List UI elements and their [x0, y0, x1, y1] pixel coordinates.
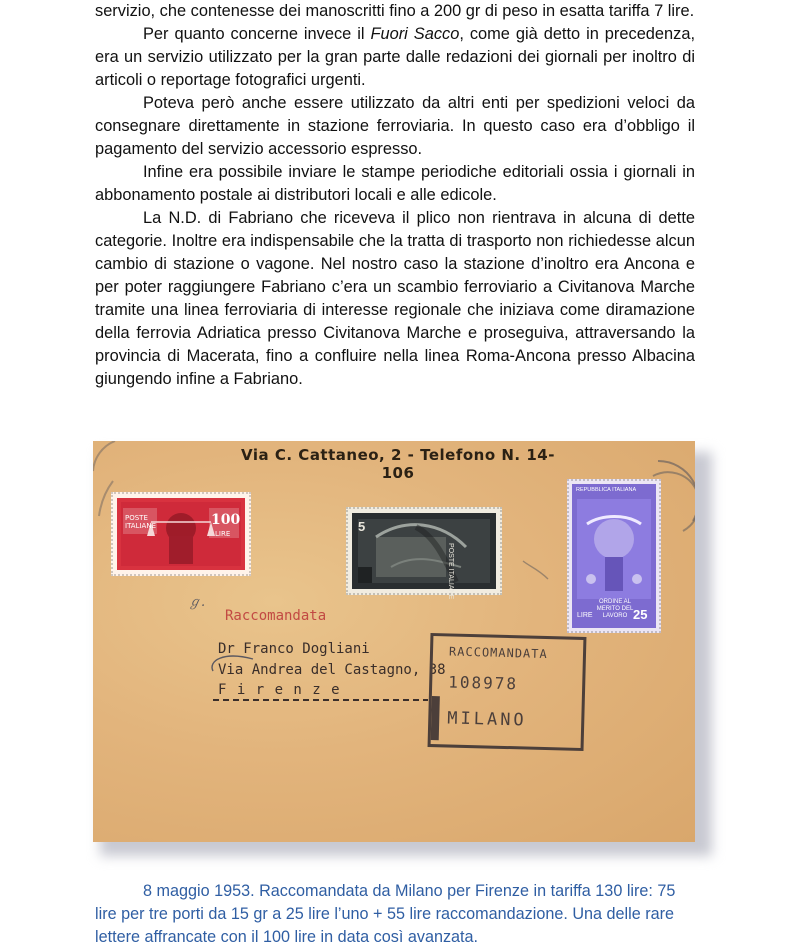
registered-label: Raccomandata	[225, 608, 327, 624]
stamp-25-lire	[567, 479, 661, 633]
stamp1-value: 100	[211, 512, 241, 528]
envelope-letterhead: Via C. Cattaneo, 2 - Telefono N. 14-106	[241, 446, 555, 482]
address-line-2: Via Andrea del Castagno, 38	[218, 662, 446, 678]
address-line-1: Dr Franco Dogliani	[218, 641, 370, 657]
stamp1-unit: LIRE	[215, 530, 231, 538]
signature-mark: ℊ.	[188, 595, 206, 610]
stamp2-caption: POSTE ITALIANE	[447, 543, 454, 600]
reg-stamp-top: RACCOMANDATA	[448, 644, 548, 662]
reg-stamp-bar	[431, 696, 440, 740]
paragraph-1: servizio, che contenesse dei manoscritti fino a 200 gr di peso in esatta tariffa 7 lire.	[95, 2, 695, 20]
stamp1-caption: POSTE ITALIANE	[125, 514, 156, 530]
caption-text: 8 maggio 1953. Raccomandata da Milano per Firenze in tariffa 130 lire: 75 lire per tre porti da 15 gr a 25 lire l’uno + 55 lire raccomandazione. Una delle rare lettere affrancate con il 100 lire in data così avanzata.	[95, 882, 676, 946]
stamp1-perforation	[111, 492, 251, 576]
paragraph-2	[95, 23, 695, 92]
stamp3-unit: LIRE	[577, 612, 593, 619]
body-text	[95, 0, 695, 391]
paragraph-5: La N.D. di Fabriano che riceveva il plico non rientrava in alcuna di dette categorie. Inoltre era indispensabile che la tratta di trasporto non richiedesse alcun cambio di stazione o vagone. Nel nostro caso la stazione d’inoltro era Ancona e per poter raggiungere Fabriano c’era un scambio ferroviario a Civitanova Marche tramite una linea ferroviaria di interesse regionale che iniziava come diramazione della ferrovia Adriatica presso Civitanova Marche e proseguiva, attraversando la provincia di Macerata, fino a confluire nella linea Roma-Ancona presso Albacina giungendo infine a Fabriano.	[95, 209, 695, 388]
address-dashes-icon	[213, 696, 433, 704]
stamp-5-lire	[346, 507, 502, 600]
paragraph-4: Infine era possibile inviare le stampe periodiche editoriali ossia i giornali in abbonamento postale ai distributori locali e alle edicole.	[95, 163, 695, 204]
paragraph-2-start: Per quanto concerne invece il	[143, 25, 371, 43]
paragraph-2-end: , come già detto in precedenza, era un servizio utilizzato per la gran parte dalle redazioni dei giornali per inoltro di articoli o reportage fotografici urgenti.	[95, 25, 696, 89]
paragraph-2-italic: Fuori Sacco	[370, 25, 460, 43]
stamp3-value: 25	[633, 607, 648, 622]
reg-stamp-number: 108978	[447, 672, 519, 694]
address-line-3: F i r e n z e	[218, 682, 341, 698]
photo-caption	[95, 880, 697, 949]
stamp2-perforation	[346, 507, 502, 595]
reg-stamp-city: MILANO	[447, 708, 527, 731]
stamp-100-lire	[111, 492, 251, 576]
stamp3-perforation	[567, 479, 661, 633]
paragraph-3: Poteva però anche essere utilizzato da altri enti per spedizioni veloci da consegnare direttamente in stazione ferroviaria. In questo caso era d’obbligo il pagamento del servizio accessorio espresso.	[95, 94, 695, 158]
stamp3-caption: REPUBBLICA ITALIANA	[576, 487, 637, 493]
stamp2-value: 5	[358, 519, 366, 534]
envelope-photo	[93, 441, 695, 842]
registration-stamp	[428, 633, 587, 751]
stamp3-text: ORDINE AL MERITO DEL LAVORO	[596, 599, 634, 619]
